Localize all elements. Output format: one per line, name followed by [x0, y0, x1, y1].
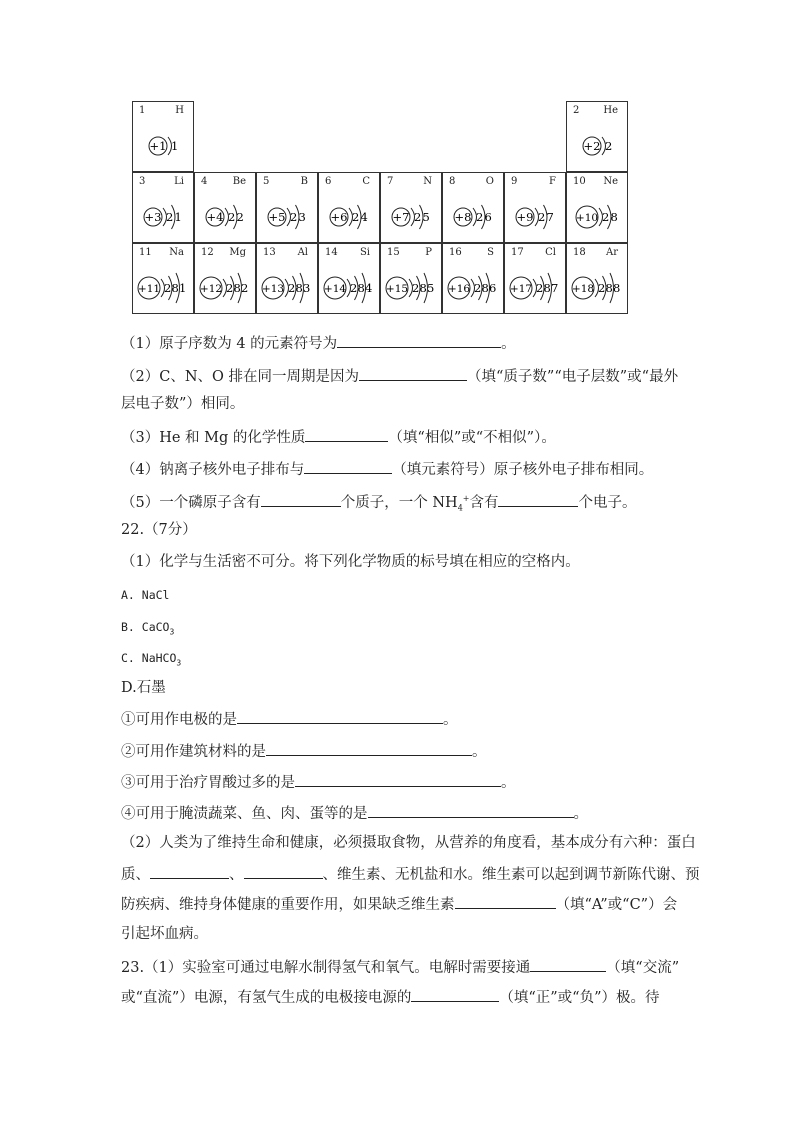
- atomic-number: 14: [325, 247, 338, 258]
- element-symbol: Cl: [545, 247, 556, 258]
- shell-electron-count: 2: [290, 210, 298, 224]
- element-cell: [256, 243, 318, 314]
- answer-blank[interactable]: [237, 709, 443, 724]
- shell-electron-count: 8: [171, 281, 179, 295]
- atomic-number: 6: [325, 176, 332, 187]
- atomic-number: 17: [511, 247, 524, 258]
- element-cell: [380, 172, 442, 243]
- nucleus-charge: +9: [516, 210, 534, 224]
- element-symbol: O: [485, 176, 494, 187]
- shell-electron-count: 2: [352, 210, 360, 224]
- q21-item-2: （2）C、N、O 排在同一周期是因为 （填“质子数”“电子层数”或“最外: [121, 366, 678, 386]
- answer-blank[interactable]: [305, 427, 388, 442]
- atomic-number: 11: [139, 247, 152, 258]
- shell-electron-count: 3: [303, 281, 311, 295]
- answer-blank[interactable]: [337, 333, 501, 348]
- shell-electron-count: 2: [288, 281, 296, 295]
- q22-part2-line3: 防疾病、维持身体健康的重要作用，如果缺乏维生素 （填“A”或“C”）会: [121, 894, 677, 914]
- shell-electron-count: 2: [164, 281, 172, 295]
- atomic-number: 5: [263, 176, 270, 187]
- q22-item-2: ②可用作建筑材料的是 。: [121, 741, 487, 761]
- atomic-number: 15: [387, 247, 400, 258]
- element-cell: [566, 243, 628, 314]
- q23-line1: 23.（1）实验室可通过电解水制得氢气和氧气。电解时需要接通 （填“交流”: [121, 957, 679, 977]
- shell-electron-count: 1: [179, 281, 187, 295]
- shell-electron-count: 2: [166, 210, 174, 224]
- element-cell: [566, 101, 628, 172]
- nucleus-charge: +1: [149, 139, 167, 153]
- atomic-number: 2: [573, 105, 580, 116]
- nucleus-charge: +15: [385, 283, 409, 295]
- nucleus-charge: +3: [144, 210, 162, 224]
- shell-electron-count: 8: [295, 281, 303, 295]
- q22-part2-line4: 引起坏血病。: [121, 926, 208, 942]
- shell-electron-count: 2: [538, 210, 546, 224]
- shell-electron-count: 8: [481, 281, 489, 295]
- element-symbol: Li: [174, 176, 184, 187]
- atomic-number: 4: [201, 176, 208, 187]
- q22-part2-line1: （2）人类为了维持生命和健康，必须摄取食物，从营养的角度看，基本成分有六种：蛋白: [121, 835, 696, 851]
- q22-option-c: C. NaHCO$_3$: [121, 651, 182, 668]
- element-cell: [318, 243, 380, 314]
- atomic-structure-diagram: [567, 173, 629, 244]
- element-cell: [132, 172, 194, 243]
- q22-part2-line2: 质、 、 、维生素、无机盐和水。维生素可以起到调节新陈代谢、预: [121, 864, 700, 884]
- shell-electron-count: 2: [476, 210, 484, 224]
- atomic-structure-diagram: [505, 244, 567, 315]
- nucleus-charge: +7: [392, 210, 410, 224]
- q22-title: 22.（7分）: [121, 522, 197, 538]
- q22-part1-intro: （1）化学与生活密不可分。将下列化学物质的标号填在相应的空格内。: [121, 554, 580, 570]
- nucleus-charge: +18: [571, 283, 595, 295]
- atomic-number: 8: [449, 176, 456, 187]
- atomic-structure-diagram: [443, 244, 505, 315]
- element-symbol: Mg: [229, 247, 246, 258]
- shell-electron-count: 2: [228, 210, 236, 224]
- element-cell: [504, 243, 566, 314]
- nucleus-charge: +11: [137, 283, 161, 295]
- atomic-number: 18: [573, 247, 586, 258]
- nucleus-charge: +4: [206, 210, 224, 224]
- element-symbol: S: [487, 247, 494, 258]
- nucleus-charge: +10: [575, 212, 599, 224]
- answer-blank[interactable]: [530, 957, 606, 972]
- shell-electron-count: 2: [412, 281, 420, 295]
- shell-electron-count: 8: [605, 281, 613, 295]
- q22-option-a: A. NaCl: [121, 588, 170, 602]
- atomic-structure-diagram: [567, 244, 629, 315]
- shell-electron-count: 8: [610, 210, 618, 224]
- shell-electron-count: 7: [546, 210, 554, 224]
- atomic-number: 10: [573, 176, 586, 187]
- atomic-structure-diagram: [133, 244, 195, 315]
- shell-electron-count: 2: [241, 281, 249, 295]
- shell-electron-count: 5: [422, 210, 430, 224]
- element-cell: [132, 243, 194, 314]
- element-cell: [566, 172, 628, 243]
- element-symbol: Be: [232, 176, 246, 187]
- atomic-number: 1: [139, 105, 146, 116]
- atomic-structure-diagram: [133, 173, 195, 244]
- atomic-number: 13: [263, 247, 276, 258]
- element-cell: [380, 243, 442, 314]
- element-symbol: C: [362, 176, 370, 187]
- element-symbol: B: [300, 176, 308, 187]
- element-symbol: Si: [359, 247, 370, 258]
- shell-electron-count: 1: [174, 210, 182, 224]
- answer-blank[interactable]: [295, 772, 501, 787]
- q22-item-1: ①可用作电极的是 。: [121, 709, 458, 729]
- shell-electron-count: 4: [360, 210, 368, 224]
- shell-electron-count: 8: [357, 281, 365, 295]
- q21-item-2-cont: 层电子数”）相同。: [121, 396, 245, 412]
- answer-blank[interactable]: [455, 894, 556, 909]
- shell-electron-count: 3: [298, 210, 306, 224]
- atomic-number: 3: [139, 176, 146, 187]
- atomic-number: 12: [201, 247, 214, 258]
- answer-blank[interactable]: [359, 366, 467, 381]
- element-symbol: H: [175, 105, 184, 116]
- shell-electron-count: 7: [551, 281, 559, 295]
- shell-electron-count: 4: [365, 281, 373, 295]
- element-cell: [194, 243, 256, 314]
- q21-item-5: （5）一个磷原子含有 个质子，一个 $NH_4^+$含有 个电子。: [121, 490, 636, 518]
- element-symbol: Na: [169, 247, 184, 258]
- atomic-structure-diagram: [257, 173, 319, 244]
- atomic-structure-diagram: [381, 244, 443, 315]
- atomic-structure-diagram: [443, 173, 505, 244]
- nucleus-charge: +14: [323, 283, 347, 295]
- atomic-structure-diagram: [133, 102, 195, 173]
- shell-electron-count: 2: [226, 281, 234, 295]
- atomic-structure-diagram: [195, 173, 257, 244]
- shell-electron-count: 2: [414, 210, 422, 224]
- atomic-number: 9: [511, 176, 518, 187]
- element-cell: [256, 172, 318, 243]
- shell-electron-count: 8: [613, 281, 621, 295]
- shell-electron-count: 2: [474, 281, 482, 295]
- nucleus-charge: +16: [447, 283, 471, 295]
- q22-option-d: D.石墨: [121, 680, 166, 696]
- element-cell: [442, 172, 504, 243]
- nucleus-charge: +13: [261, 283, 285, 295]
- shell-electron-count: 2: [605, 139, 613, 153]
- atomic-structure-diagram: [319, 244, 381, 315]
- nucleus-charge: +8: [454, 210, 472, 224]
- element-cell: [132, 101, 194, 172]
- shell-electron-count: 8: [543, 281, 551, 295]
- element-cell: [318, 172, 380, 243]
- q22-option-b: B. CaCO$_3$: [121, 620, 175, 637]
- nucleus-charge: +5: [268, 210, 286, 224]
- atomic-structure-diagram: [319, 173, 381, 244]
- shell-electron-count: 2: [536, 281, 544, 295]
- atomic-structure-diagram: [567, 102, 629, 173]
- answer-blank[interactable]: [368, 803, 574, 818]
- atomic-structure-diagram: [381, 173, 443, 244]
- shell-electron-count: 2: [350, 281, 358, 295]
- shell-electron-count: 8: [419, 281, 427, 295]
- answer-blank[interactable]: [411, 987, 499, 1002]
- atomic-number: 16: [449, 247, 462, 258]
- shell-electron-count: 2: [236, 210, 244, 224]
- nucleus-charge: +17: [509, 283, 533, 295]
- element-symbol: Ne: [603, 176, 618, 187]
- q21-item-1: （1）原子序数为 4 的元素符号为 。: [121, 333, 516, 353]
- element-symbol: P: [425, 247, 432, 258]
- shell-electron-count: 6: [489, 281, 497, 295]
- nucleus-charge: +6: [330, 210, 348, 224]
- shell-electron-count: 6: [484, 210, 492, 224]
- atomic-number: 7: [387, 176, 394, 187]
- answer-blank[interactable]: [304, 459, 392, 474]
- answer-blank[interactable]: [266, 741, 472, 756]
- atomic-structure-diagram: [505, 173, 567, 244]
- nucleus-charge: +12: [199, 283, 223, 295]
- nucleus-charge: +2: [583, 139, 601, 153]
- q21-item-4: （4）钠离子核外电子排布与 （填元素符号）原子核外电子排布相同。: [121, 459, 653, 479]
- q21-item-3: （3）He 和 Mg 的化学性质 （填“相似”或“不相似”）。: [121, 427, 556, 447]
- element-cell: [194, 172, 256, 243]
- atomic-structure-diagram: [257, 244, 319, 315]
- answer-blank[interactable]: [261, 492, 341, 507]
- periodic-table: [132, 101, 630, 322]
- shell-electron-count: 8: [233, 281, 241, 295]
- element-symbol: F: [549, 176, 556, 187]
- element-cell: [442, 243, 504, 314]
- shell-electron-count: 5: [427, 281, 435, 295]
- element-symbol: Al: [297, 247, 308, 258]
- q22-item-3: ③可用于治疗胃酸过多的是 。: [121, 772, 516, 792]
- q22-item-4: ④可用于腌渍蔬菜、鱼、肉、蛋等的是 。: [121, 803, 588, 823]
- element-symbol: Ar: [605, 247, 618, 258]
- shell-electron-count: 1: [171, 139, 179, 153]
- element-symbol: He: [603, 105, 618, 116]
- element-symbol: N: [423, 176, 432, 187]
- answer-blank[interactable]: [244, 864, 323, 879]
- atomic-structure-diagram: [195, 244, 257, 315]
- answer-blank[interactable]: [150, 864, 229, 879]
- q23-line2: 或“直流”）电源，有氢气生成的电极接电源的 （填“正”或“负”）极。待: [121, 987, 659, 1007]
- shell-electron-count: 2: [598, 281, 606, 295]
- element-cell: [504, 172, 566, 243]
- answer-blank[interactable]: [498, 492, 578, 507]
- shell-electron-count: 2: [602, 210, 610, 224]
